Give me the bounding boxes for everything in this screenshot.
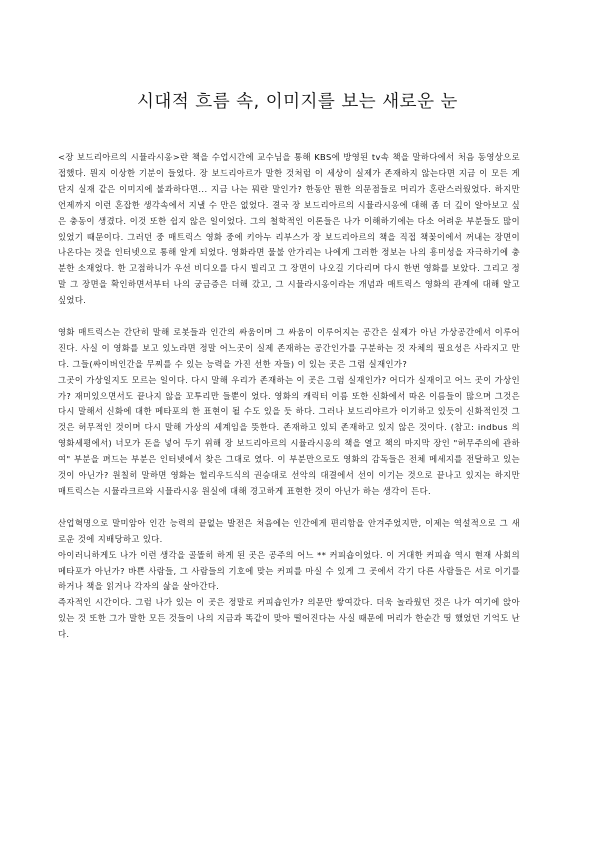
body-paragraph: 아이러니하게도 나가 이런 생각을 골똘히 하게 된 곳은 공주의 어느 ** 커피숍이었다. 이 거대한 커피숍 역시 현재 사회의 메타포가 아닌가? 바쁜 사람들, 그 사람들의 기호에 맞는 커피를 마실 수 있게 그 곳에서 각기 다른 사람들은 서로 이기를 하거나 책을 읽거나 각자의 삶을 살아간다. — [58, 549, 520, 592]
document-title: 시대적 흐름 속, 이미지를 보는 새로운 눈 — [137, 92, 458, 112]
body-paragraph: <장 보드리아르의 시뮬라시옹>란 책을 수업시간에 교수님을 통해 KBS에 방영된 tv속 책을 말하다에서 처음 동영상으로 접했다. 뭔지 이상한 기분이 들었다. 장 보드리아르가 말한 것처럼 이 세상이 실제가 존재하지 않는다면 지금 이 모든 게 단지 실재 같은 이미지에 불과하다면... 지금 나는 뭐란 말인가? 한동안 뭔한 의문점들로 머리가 혼란스러웠었다. 하지만 언제까지 이런 혼잡한 생각속에서 지낼 수 만은 없었다. 결국 장 보드리아르의 시뮬라시옹에 대해 좀 더 깊이 알아보고 싶은 충동이 생겼다. 이것 또한 쉽지 않은 일이었다. 그의 철학적인 이론들은 나가 이해하기에는 다소 어려운 부분들도 많이 있었기 때문이다. 그러던 중 매트릭스 영화 중에 키아누 리부스가 장 보드리아르의 책을 직접 책꽂이에서 꺼내는 장면이 나온다는 것을 인터넷으로 통해 알게 되었다. 영화라면 물불 안가리는 나에게 그러한 정보는 나의 흥미성을 자극하기에 충분한 소재었다. 한 고점하니가 우선 비디오를 다시 빌리고 그 장면이 나오길 기다리며 다시 한번 영화를 보았다. 그리고 정말 그 장면을 확인하면서부터 나의 궁금증은 더해 갔고, 그 시뮬라시옹이라는 개념과 매트릭스 영화의 관계에 대해 알고 싶었다. — [58, 152, 520, 306]
body-paragraph: 산업혁명으로 말미암아 인간 능력의 끝없는 발전은 처음에는 인간에게 편리함을 안겨주었지만, 이제는 역설적으로 그 새로운 것에 지배당하고 있다. — [58, 517, 520, 544]
body-paragraph: 즉자적인 시간이다. 그럼 나가 있는 이 곳은 정말로 커피숍인가? 의문만 쌓여갔다. 더욱 놀라웠던 것은 나가 여기에 앉아 있는 것 또한 그가 말한 모든 것들이 나의 지금과 똑같이 맞아 떨어진다는 사실 때문에 머리가 한순간 띵 했었던 기억도 난다. — [58, 597, 520, 640]
paragraph-gap — [58, 500, 520, 516]
body-paragraph: 그곳이 가상일지도 모르는 일이다. 다시 말해 우리가 존재하는 이 곳은 그럼 실재인가? 어디가 실재이고 어느 곳이 가상인가? 재미있으면서도 끝나지 않을 꼬투리만 들뿐이 었다. 영화의 캐릭터 이름 또한 신화에서 따온 이름들이 많으며 그것은 다시 말해서 신화에 대한 메타포의 한 표현이 될 수도 있을 듯 하다. 그러나 보드리야르가 이기하고 있듯이 신화적인것 그것은 허무적인 것이며 다시 말해 가상의 세계임을 뜻한다. 존재하고 있되 존재하고 있지 않은 것이다. (참고: indbus 의 영화세평에서) 너모가 돈을 넣어 두기 위해 장 보드리아르의 시뮬라시옹의 책을 열고 책의 마지막 장인 "허무주의에 관하여" 부분을 펴드는 부분은 인터넷에서 찾은 그대로 였다. 이 부분만으로도 영화의 감독들은 전체 메세지를 전달하고 있는 것이 아닌가? 원칠히 말하면 영화는 헐리우드식의 권승대로 선악의 대결에서 선이 이기는 것으로 끝나고 있지는 하지만 매트릭스는 시뮬라크르와 시뮬라시옹 원실에 대해 경고하게 표현한 것이 아닌가 하는 생각이 든다. — [58, 374, 520, 497]
body-paragraph: 영화 매트릭스는 간단히 말해 로봇들과 인간의 싸움이며 그 싸움이 이루어지는 공간은 실제가 아닌 가상공간에서 이루어진다. 사실 이 영화를 보고 있노라면 정말 어느곳이 실제 존재하는 공간인가를 구분하는 것 자체의 필요성은 사라지고 만다. 그들(싸이버인간을 무찌를 수 있는 능력을 가진 선한 자들) 이 있는 곳은 그럼 실재인가? — [58, 326, 520, 369]
paragraph-gap — [58, 309, 520, 325]
document-body — [58, 150, 520, 643]
